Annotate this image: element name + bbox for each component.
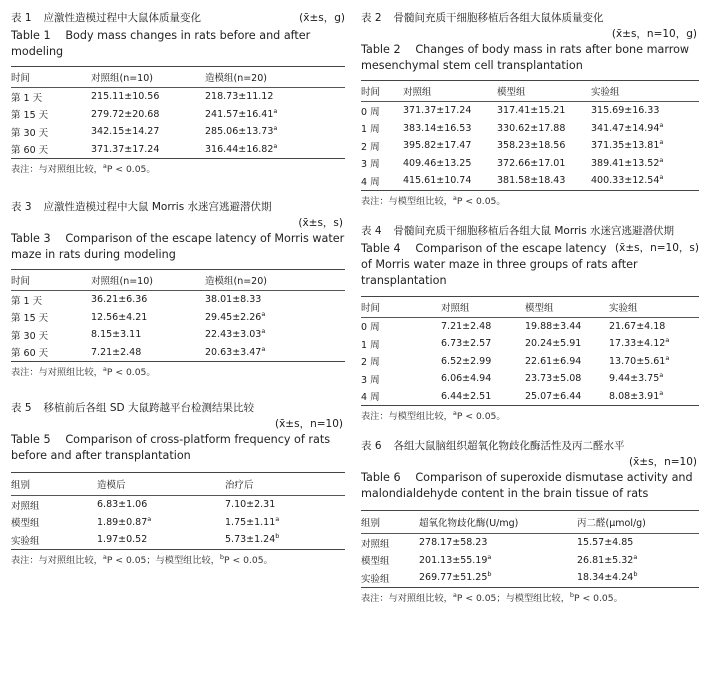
table-cell: 实验组 (11, 535, 40, 547)
table-cell: 2 周 (361, 357, 380, 369)
note-text: P < 0.05；与模型组比较， (106, 554, 220, 566)
table-cell: 1.89±0.87$^a$ (97, 514, 152, 528)
table-cell: 25.07±6.44 (525, 390, 582, 402)
table-row (11, 326, 345, 344)
table-cell: 6.73±2.57 (441, 338, 492, 350)
table-4-title-en: Table 4 Comparison of the escape latency of Morris water maze in three groups of rats after transplantation (361, 241, 638, 287)
table-cell: 415.61±10.74 (403, 175, 472, 187)
table-grid (11, 473, 345, 549)
table-cell: 6.83±1.06 (97, 499, 148, 511)
table-6-title-en: Table 6 Comparison of superoxide dismutase activity and malondialdehyde content in the brain tissue of rats (361, 471, 693, 500)
header-row (361, 511, 699, 533)
table-cell: 20.24±5.91 (525, 338, 582, 350)
table-cell: 1 周 (361, 124, 380, 136)
significance-mark: a (102, 162, 107, 170)
table-cell: 269.77±51.25$^b$ (419, 570, 492, 584)
significance-mark: a (261, 309, 266, 318)
table-cell: 38.01±8.33 (205, 294, 262, 306)
table-4 (361, 223, 699, 425)
table-title: 移植前后各组 SD 大鼠跨越平台检测结果比较 (43, 402, 254, 414)
table-number: 表 6 (361, 440, 382, 452)
table-row (361, 388, 699, 406)
significance-mark: a (659, 155, 664, 164)
table-row (361, 552, 699, 570)
significance-mark: a (659, 138, 664, 147)
column-header: 超氧化物歧化酶(U/mg) (419, 518, 519, 529)
table-5 (11, 400, 345, 568)
column-header: 实验组 (609, 302, 638, 314)
significance-mark: a (452, 590, 457, 599)
table-cell: 8.15±3.11 (91, 329, 142, 341)
column-header: 丙二醛(μmol/g) (577, 518, 646, 529)
table-body (361, 102, 699, 190)
table-row (11, 291, 345, 309)
table-row (11, 106, 345, 124)
column-header: 模型组 (525, 302, 554, 314)
table-title: 各组大鼠脑组织超氧化物歧化酶活性及丙二醛水平 (393, 440, 625, 452)
table-row (361, 318, 699, 336)
table-cell: 对照组 (11, 500, 40, 512)
table-cell: 21.67±4.18 (609, 320, 666, 332)
table-cell: 22.61±6.94 (525, 355, 582, 367)
table-cell: 279.72±20.68 (91, 108, 160, 120)
column-header: 模型组 (497, 87, 526, 98)
significance-mark: a (633, 552, 638, 561)
table-cell: 342.15±14.27 (91, 126, 160, 138)
bottom-rule (11, 158, 345, 159)
note-text: 表注：与模型组比较， (361, 411, 453, 422)
bottom-rule (361, 190, 699, 191)
significance-mark: b (487, 570, 492, 579)
table-cell: 2 周 (361, 141, 380, 153)
table-cell: 6.06±4.94 (441, 373, 492, 385)
table-6-title-zh (361, 438, 699, 455)
table-body (361, 318, 699, 406)
table-cell: 1.97±0.52 (97, 534, 148, 546)
table-cell: 371.35±13.81$^a$ (591, 138, 664, 152)
note-text: P < 0.05。 (224, 554, 273, 566)
table-cell: 6.44±2.51 (441, 390, 492, 402)
table-cell: 285.06±13.73$^a$ (205, 124, 278, 138)
table-row (361, 335, 699, 353)
table-cell: 371.37±17.24 (91, 143, 160, 155)
table-cell: 5.73±1.24$^b$ (225, 532, 280, 546)
column-header: 时间 (361, 302, 381, 314)
table-cell: 341.47±14.94$^a$ (591, 120, 664, 134)
table-row (361, 155, 699, 173)
table-row (361, 172, 699, 190)
table-cell: 18.34±4.24$^b$ (577, 570, 638, 584)
table-cell: 317.41±15.21 (497, 105, 566, 117)
significance-mark: b (219, 552, 225, 561)
significance-mark: a (102, 552, 107, 561)
table-2 (361, 10, 699, 209)
table-number: 表 2 (361, 12, 382, 24)
table-cell: 实验组 (361, 573, 390, 585)
table-cell: 15.57±4.85 (577, 537, 634, 549)
table-cell: 381.58±18.43 (497, 175, 566, 187)
column-header: 对照组 (403, 87, 432, 98)
table-cell: 7.21±2.48 (91, 346, 142, 358)
table-stat: (x̄±s，n=10，g) (611, 28, 697, 40)
significance-mark: a (665, 353, 670, 362)
table-cell: 3 周 (361, 159, 380, 171)
table-body (11, 291, 345, 361)
header-row (11, 473, 345, 495)
table-cell: 6.52±2.99 (441, 355, 492, 367)
table-cell: 218.73±11.12 (205, 91, 274, 103)
note-text: P < 0.05。 (456, 195, 506, 207)
table-body (11, 496, 345, 549)
table-note (11, 163, 345, 177)
bottom-rule (11, 549, 345, 550)
table-row (11, 531, 345, 549)
bottom-rule (361, 405, 699, 406)
table-cell: 395.82±17.47 (403, 140, 472, 152)
table-cell: 400.33±12.54$^a$ (591, 173, 664, 187)
significance-mark: a (452, 193, 457, 202)
table-cell: 8.08±3.91$^a$ (609, 388, 664, 402)
table-cell: 第 1 天 (11, 92, 43, 104)
table-body (11, 88, 345, 158)
table-cell: 330.62±17.88 (497, 122, 566, 134)
significance-mark: a (659, 173, 664, 182)
note-text: P < 0.05。 (574, 592, 623, 604)
table-cell: 模型组 (11, 518, 40, 530)
table-stat: (x̄±s，g) (299, 12, 345, 24)
column-header: 造模组(n=20) (205, 276, 267, 287)
table-number: 表 1 (11, 12, 32, 24)
significance-mark: a (659, 388, 664, 397)
significance-mark: a (273, 106, 278, 115)
column-header: 时间 (11, 276, 31, 287)
table-cell: 371.37±17.24 (403, 105, 472, 117)
table-cell: 26.81±5.32$^a$ (577, 552, 638, 566)
table-cell: 第 30 天 (11, 127, 49, 139)
table-5-title-en: Table 5 Comparison of cross-platform frequency of rats before and after transplantation (11, 433, 331, 462)
table-grid (11, 270, 345, 361)
table-1-title-en: Table 1 Body mass changes in rats before and after modeling (11, 29, 311, 58)
table-cell: 13.70±5.61$^a$ (609, 353, 670, 367)
table-cell: 3 周 (361, 374, 380, 386)
table-row (361, 569, 699, 587)
column-header: 对照组(n=10) (91, 276, 153, 287)
table-title: 骨髓间充质干细胞移植后各组大鼠体质量变化 (393, 12, 604, 24)
column-header: 时间 (11, 73, 31, 84)
note-text: 表注：与对照组比较， (11, 367, 103, 378)
significance-mark: a (147, 514, 152, 523)
note-text: P < 0.05。 (106, 367, 156, 378)
table-cell: 201.13±55.19$^a$ (419, 552, 492, 566)
table-cell: 4 周 (361, 176, 380, 188)
table-cell: 372.66±17.01 (497, 157, 566, 169)
table-row (361, 102, 699, 120)
table-number: 表 4 (361, 224, 382, 237)
table-cell: 第 30 天 (11, 330, 49, 342)
table-cell: 20.63±3.47$^a$ (205, 344, 266, 358)
table-1-title-zh (11, 10, 345, 27)
table-row (11, 309, 345, 327)
table-cell: 模型组 (361, 556, 390, 568)
table-3-title-en: Table 3 Comparison of the escape latency of Morris water maze in rats during modeling (11, 232, 345, 261)
table-cell: 9.44±3.75$^a$ (609, 371, 664, 385)
column-header: 治疗后 (225, 480, 254, 491)
table-cell: 316.44±16.82$^a$ (205, 141, 278, 155)
table-row (11, 123, 345, 141)
table-stat: (x̄±s，s) (298, 217, 343, 229)
left-column (11, 10, 345, 568)
table-2-title-en: Table 2 Changes of body mass in rats after bone marrow mesenchymal stem cell transplantation (361, 43, 690, 72)
table-cell: 0 周 (361, 106, 380, 118)
table-row (361, 137, 699, 155)
header-row (361, 297, 699, 317)
table-cell: 1 周 (361, 339, 380, 351)
bottom-rule (361, 587, 699, 588)
table-grid (361, 81, 699, 190)
table-cell: 36.21±6.36 (91, 294, 148, 306)
table-3 (11, 199, 345, 380)
note-text: 表注：与对照组比较， (11, 164, 103, 175)
table-stat: (x̄±s，n=10) (275, 418, 343, 430)
column-header: 时间 (361, 87, 381, 98)
table-5-title-zh (11, 400, 345, 417)
significance-mark: b (633, 570, 638, 579)
table-title: 应激性造模过程中大鼠 Morris 水迷宫逃避潜伏期 (43, 201, 272, 213)
significance-mark: b (569, 590, 575, 599)
significance-mark: a (102, 365, 107, 373)
table-cell: 7.21±2.48 (441, 320, 492, 332)
significance-mark: a (452, 409, 457, 417)
table-cell: 19.88±3.44 (525, 320, 582, 332)
table-cell: 409.46±13.25 (403, 157, 472, 169)
table-cell: 358.23±18.56 (497, 140, 566, 152)
column-header: 对照组 (441, 302, 470, 314)
note-text: P < 0.05；与模型组比较， (456, 592, 570, 604)
table-cell: 389.41±13.52$^a$ (591, 155, 664, 169)
table-row (11, 344, 345, 362)
table-body (361, 534, 699, 587)
table-cell: 12.56±4.21 (91, 311, 148, 323)
table-cell: 第 15 天 (11, 313, 49, 325)
table-cell: 241.57±16.41$^a$ (205, 106, 278, 120)
table-row (361, 370, 699, 388)
header-row (11, 67, 345, 87)
significance-mark: a (273, 124, 278, 133)
significance-mark: a (261, 344, 266, 353)
table-row (11, 514, 345, 532)
table-1 (11, 10, 345, 177)
column-header: 组别 (361, 518, 381, 529)
table-stat: (x̄±s，n=10) (629, 456, 697, 468)
header-row (361, 81, 699, 101)
table-title: 骨髓间充质干细胞移植后各组大鼠 Morris 水迷宫逃避潜伏期 (393, 224, 675, 237)
right-column (361, 10, 699, 606)
table-note (11, 554, 345, 568)
column-header: 造模组(n=20) (205, 73, 267, 84)
note-text: 表注：与模型组比较， (361, 195, 453, 207)
table-row (11, 496, 345, 514)
table-row (361, 353, 699, 371)
table-note (361, 592, 699, 606)
significance-mark: a (659, 371, 664, 380)
note-text: P < 0.05。 (106, 164, 156, 175)
significance-mark: a (261, 327, 266, 336)
bottom-rule (11, 361, 345, 362)
table-cell: 29.45±2.26$^a$ (205, 309, 266, 323)
table-number: 表 5 (11, 402, 32, 414)
table-row (11, 141, 345, 159)
table-cell: 1.75±1.11$^a$ (225, 514, 280, 528)
note-text: P < 0.05。 (456, 411, 506, 422)
significance-mark: a (273, 141, 278, 150)
table-3-title-zh (11, 199, 345, 216)
column-header: 对照组(n=10) (91, 73, 153, 84)
table-cell: 383.14±16.53 (403, 122, 472, 134)
table-cell: 4 周 (361, 392, 380, 404)
table-cell: 7.10±2.31 (225, 499, 276, 511)
significance-mark: a (275, 514, 280, 523)
column-header: 实验组 (591, 87, 620, 98)
table-row (11, 88, 345, 106)
table-cell: 278.17±58.23 (419, 537, 488, 549)
header-row (11, 270, 345, 290)
table-note (11, 366, 345, 380)
table-grid (361, 511, 699, 587)
table-cell: 22.43±3.03$^a$ (205, 327, 266, 341)
significance-mark: a (659, 120, 664, 129)
column-header: 造模后 (97, 480, 126, 491)
significance-mark: b (275, 532, 280, 541)
table-cell: 第 15 天 (11, 110, 49, 122)
table-cell: 第 1 天 (11, 295, 43, 307)
table-cell: 315.69±16.33 (591, 105, 660, 117)
table-cell: 215.11±10.56 (91, 91, 160, 103)
table-cell: 第 60 天 (11, 145, 49, 157)
note-text: 表注：与对照组比较， (11, 554, 103, 566)
table-cell: 23.73±5.08 (525, 373, 582, 385)
table-cell: 第 60 天 (11, 348, 49, 360)
table-cell: 对照组 (361, 538, 390, 550)
table-note (361, 195, 699, 209)
table-6 (361, 438, 699, 606)
column-header: 组别 (11, 480, 31, 491)
table-number: 表 3 (11, 201, 32, 213)
table-4-title-zh (361, 223, 699, 254)
table-title: 应激性造模过程中大鼠体质量变化 (43, 12, 202, 24)
table-note (361, 410, 699, 424)
table-grid (11, 67, 345, 158)
table-row (361, 120, 699, 138)
significance-mark: a (665, 336, 670, 345)
table-row (361, 534, 699, 552)
table-grid (361, 297, 699, 406)
table-stat: (x̄±s，n=10，s) (615, 241, 699, 254)
table-cell: 17.33±4.12$^a$ (609, 336, 670, 350)
table-cell: 0 周 (361, 322, 380, 334)
note-text: 表注：与对照组比较， (361, 592, 453, 604)
significance-mark: a (487, 552, 492, 561)
table-2-title-zh (361, 10, 699, 27)
